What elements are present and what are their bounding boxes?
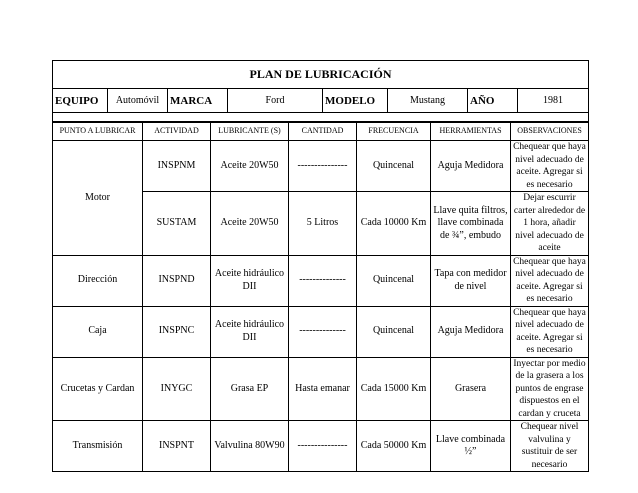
equipo-label: EQUIPO (53, 89, 108, 113)
cell-observaciones: Chequear que haya nivel adecuado de aceite. Agregar si es necesario (511, 141, 589, 192)
cell-lubricante: Valvulina 80W90 (211, 421, 289, 472)
cell-actividad: INSPNM (143, 141, 211, 192)
table-row (53, 421, 589, 472)
table-row (53, 255, 589, 306)
col-header-cantidad: CANTIDAD (289, 122, 357, 141)
cell-lubricante: Aceite hidráulico DII (211, 255, 289, 306)
cell-frecuencia: Cada 50000 Km (357, 421, 431, 472)
cell-observaciones: Inyectar por medio de la grasera a los puntos de engrase dispuestos en el cardan y cruceta (511, 357, 589, 421)
cell-frecuencia: Cada 15000 Km (357, 357, 431, 421)
table-row (53, 357, 589, 421)
cell-punto: Crucetas y Cardan (53, 357, 143, 421)
table-row (53, 141, 589, 192)
cell-cantidad: -------------- (289, 306, 357, 357)
cell-actividad: INSPND (143, 255, 211, 306)
cell-actividad: INSPNC (143, 306, 211, 357)
anio-label: AÑO (468, 89, 518, 113)
col-header-punto: PUNTO A LUBRICAR (53, 122, 143, 141)
cell-observaciones: Chequear que haya nivel adecuado de aceite. Agregar si es necesario (511, 255, 589, 306)
cell-actividad: INSPNT (143, 421, 211, 472)
cell-cantidad: Hasta emanar (289, 357, 357, 421)
header-table (52, 60, 589, 123)
cell-lubricante: Aceite hidráulico DII (211, 306, 289, 357)
cell-cantidad: --------------- (289, 141, 357, 192)
cell-punto: Transmisión (53, 421, 143, 472)
col-header-frecuencia: FRECUENCIA (357, 122, 431, 141)
col-header-actividad: ACTIVIDAD (143, 122, 211, 141)
lubrication-table (52, 121, 589, 472)
anio-value: 1981 (518, 89, 589, 113)
cell-punto: Caja (53, 306, 143, 357)
cell-punto: Motor (53, 141, 143, 256)
cell-cantidad: -------------- (289, 255, 357, 306)
table-row (53, 306, 589, 357)
cell-herramientas: Tapa con medidor de nivel (431, 255, 511, 306)
cell-frecuencia: Quincenal (357, 141, 431, 192)
cell-actividad: SUSTAM (143, 192, 211, 256)
col-header-observaciones: OBSERVACIONES (511, 122, 589, 141)
marca-value: Ford (228, 89, 323, 113)
cell-herramientas: Aguja Medidora (431, 141, 511, 192)
col-header-herramientas: HERRAMIENTAS (431, 122, 511, 141)
cell-actividad: INYGC (143, 357, 211, 421)
cell-frecuencia: Quincenal (357, 306, 431, 357)
modelo-label: MODELO (323, 89, 388, 113)
cell-frecuencia: Cada 10000 Km (357, 192, 431, 256)
cell-lubricante: Grasa EP (211, 357, 289, 421)
cell-observaciones: Dejar escurrir carter alrededor de 1 hora, añadir nivel adecuado de aceite (511, 192, 589, 256)
cell-herramientas: Aguja Medidora (431, 306, 511, 357)
cell-observaciones: Chequear nivel valvulina y sustituir de ser necesario (511, 421, 589, 472)
cell-herramientas: Grasera (431, 357, 511, 421)
modelo-value: Mustang (388, 89, 468, 113)
col-header-lubricante: LUBRICANTE (S) (211, 122, 289, 141)
marca-label: MARCA (168, 89, 228, 113)
cell-cantidad: --------------- (289, 421, 357, 472)
cell-frecuencia: Quincenal (357, 255, 431, 306)
cell-lubricante: Aceite 20W50 (211, 192, 289, 256)
cell-punto: Dirección (53, 255, 143, 306)
page-title: PLAN DE LUBRICACIÓN (53, 61, 589, 89)
cell-herramientas: Llave combinada ½” (431, 421, 511, 472)
cell-herramientas: Llave quita filtros, llave combinada de ¾”, embudo (431, 192, 511, 256)
cell-lubricante: Aceite 20W50 (211, 141, 289, 192)
cell-observaciones: Chequear que haya nivel adecuado de aceite. Agregar si es necesario (511, 306, 589, 357)
equipo-value: Automóvil (108, 89, 168, 113)
cell-cantidad: 5 Litros (289, 192, 357, 256)
